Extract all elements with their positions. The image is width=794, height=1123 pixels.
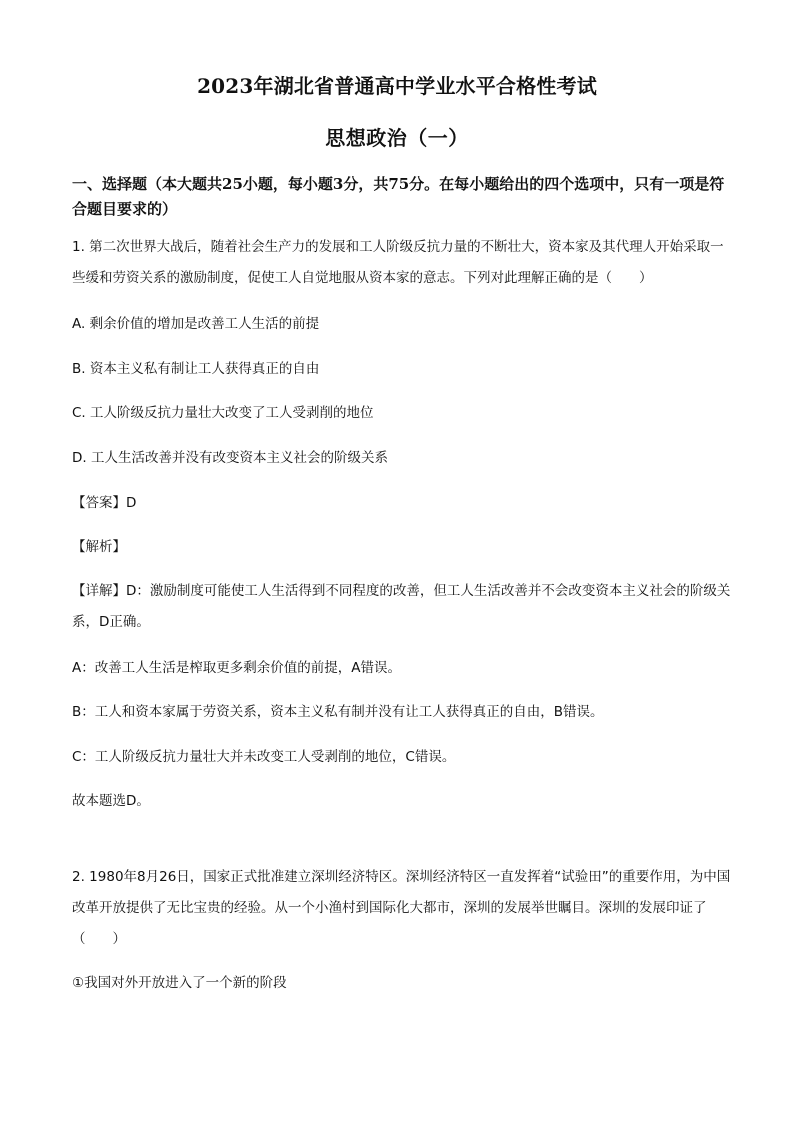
question-2-stem: 2. 1980年8月26日，国家正式批准建立深圳经济特区。深圳经济特区一直发挥着“试验田”的重要作用，为中国改革开放提供了无比宝贵的经验。从一个小渔村到国际化大都市，深圳的发展举世瞩目。深圳的发展印证了（ ） [72,869,731,947]
question-1-detail: 【详解】D：激励制度可能使工人生活得到不同程度的改善，但工人生活改善并不会改变资本主义社会的阶级关系，D正确。 [72,583,731,630]
document-subtitle: 思想政治（一） [325,126,469,150]
question-1-option-b: B. 资本主义私有制让工人获得真正的自由 [72,361,320,377]
document-title: 2023年湖北省普通高中学业水平合格性考试 [197,74,597,98]
question-1-option-d: D. 工人生活改善并没有改变资本主义社会的阶级关系 [72,450,388,466]
question-1-answer: 【答案】D [72,495,137,511]
question-1-analysis-label: 【解析】 [72,539,126,555]
question-1-stem: 1. 第二次世界大战后，随着社会生产力的发展和工人阶级反抗力量的不断壮大，资本家及其代理人开始采取一些缓和劳资关系的激励制度，促使工人自觉地服从资本家的意志。下列对此理解正确的是（ ） [72,239,724,286]
section-heading: 一、选择题（本大题共25小题，每小题3分，共75分。在每小题给出的四个选项中，只有一项是符合题目要求的） [72,175,725,218]
question-1-option-a: A. 剩余价值的增加是改善工人生活的前提 [72,316,320,332]
question-1-option-c: C. 工人阶级反抗力量壮大改变了工人受剥削的地位 [72,405,374,421]
question-2-item-1: ①我国对外开放进入了一个新的阶段 [72,975,287,991]
question-1-explain-a: A：改善工人生活是榨取更多剩余价值的前提，A错误。 [72,660,401,676]
question-1-explain-b: B：工人和资本家属于劳资关系，资本主义私有制并没有让工人获得真正的自由，B错误。 [72,704,604,720]
question-1-conclusion: 故本题选D。 [72,793,150,809]
question-1-explain-c: C：工人阶级反抗力量壮大并未改变工人受剥削的地位，C错误。 [72,749,456,765]
